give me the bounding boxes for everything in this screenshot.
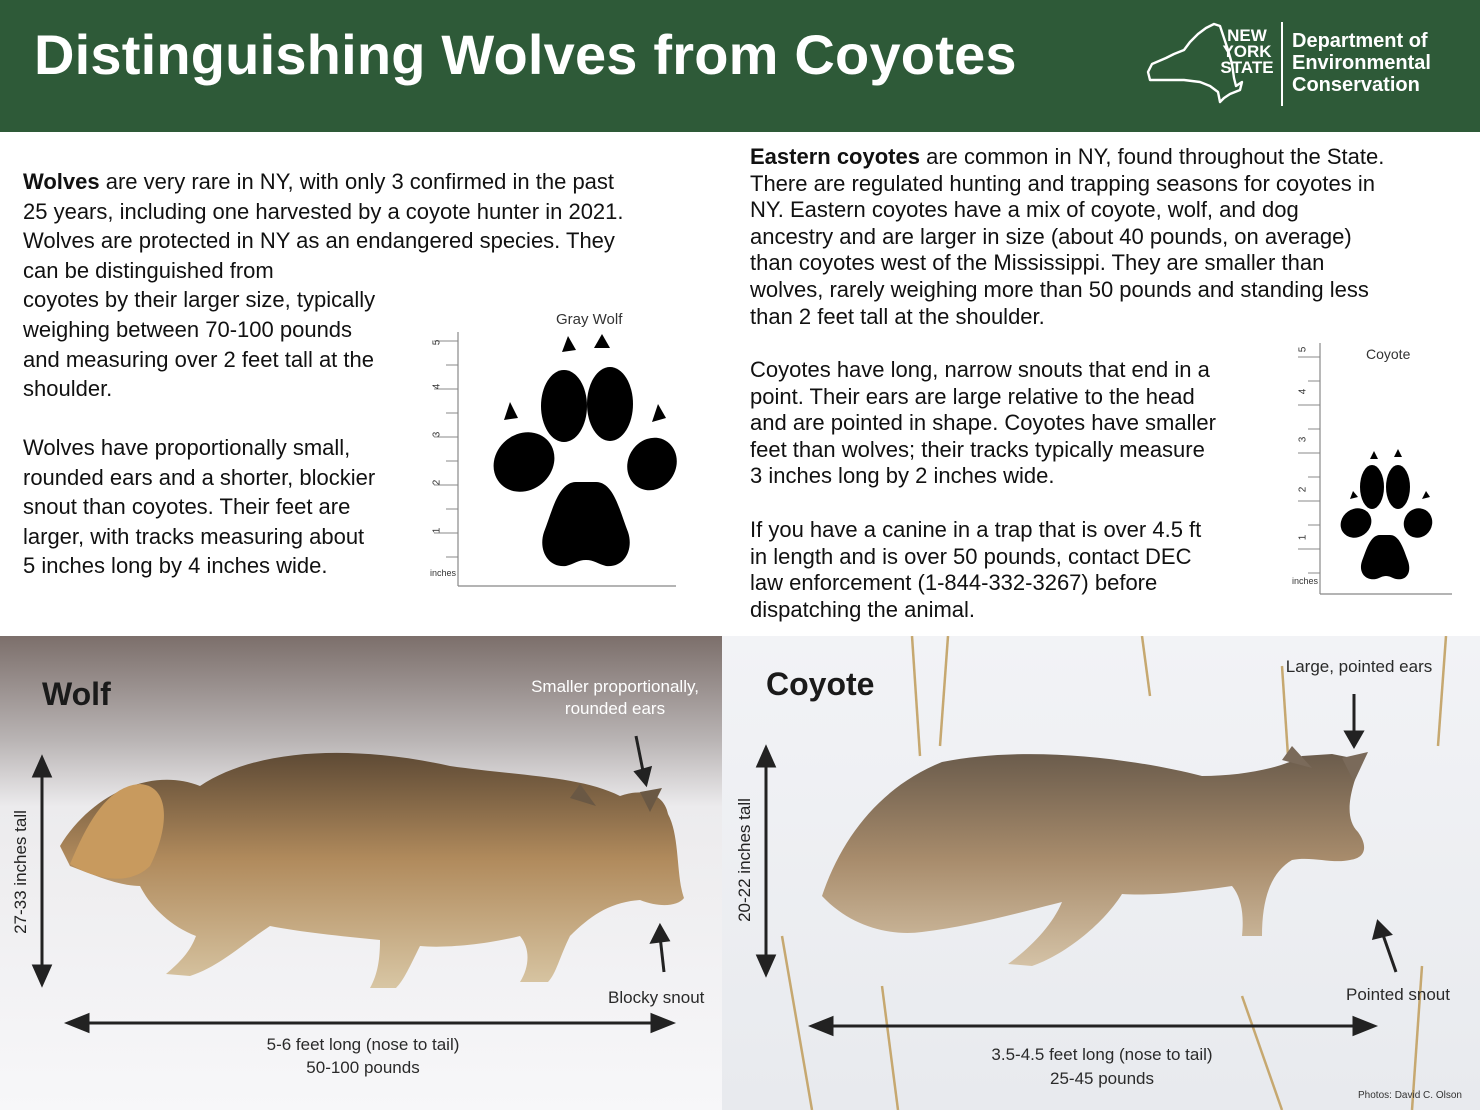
wolf-features-paragraph: Wolves have proportionally small, rounded ears and a shorter, blockier snout than coyotes. Their feet are larger, with tracks measuring about 5 inches long by 4 inches wide. [23,435,376,579]
coyote-photo [722,636,1480,1110]
wolf-weight-label: 50-100 pounds [306,1058,420,1077]
photo-credit: Photos: David C. Olson [1358,1090,1462,1101]
coyote-ruler-unit: inches [1292,576,1319,586]
coyote-photo-label: Coyote [766,666,875,702]
logo-department-name: Department of Environmental Conservation [1292,30,1431,96]
wolf-track-drawing [426,300,686,595]
wolf-intro-bold: Wolves [23,169,100,194]
coyote-intro-bold: Eastern coyotes [750,144,920,169]
wolf-snout-annotation: Blocky snout [608,988,705,1007]
logo-divider [1281,22,1283,106]
coyote-snout-annotation: Pointed snout [1346,985,1450,1004]
wolf-ruler-unit: inches [430,568,457,578]
wolf-height-label: 27-33 inches tall [11,810,30,934]
wolf-track-figure: Gray Wolf 5 4 3 2 1 inches [426,300,686,595]
coyote-paw-print-icon [1361,535,1409,579]
wolf-photo [0,636,722,1110]
coyote-track-label: Coyote [1366,346,1411,362]
coyote-height-label: 20-22 inches tall [735,798,754,922]
coyote-weight-label: 25-45 pounds [1050,1069,1154,1088]
coyote-length-label: 3.5-4.5 feet long (nose to tail) [991,1045,1213,1064]
nys-dec-logo [1144,18,1464,114]
wolf-length-label: 5-6 feet long (nose to tail) [266,1035,460,1054]
coyote-track-drawing [1290,335,1460,603]
wolf-paw-print-icon [542,482,629,566]
wolf-ears-annotation: Smaller proportionally, rounded ears [531,677,699,718]
coyote-intro-paragraph: Eastern coyotes are common in NY, found throughout the State. There are regulated hunting and trapping seasons for coyotes in NY. Eastern coyotes have a mix of coyote, wolf, and dog ancestry and are larger in size (about 40 pounds, on average) than coyotes west of the Mississippi. They are smaller than wolves, rarely weighing more than 50 pounds and standing less than 2 feet tall at the shoulder. [750,144,1385,329]
coyote-ears-annotation: Large, pointed ears [1285,657,1433,676]
wolf-track-label: Gray Wolf [556,311,623,328]
coyote-photo-illustration [722,636,1480,1110]
page-title: Distinguishing Wolves from Coyotes [34,23,1017,86]
header-banner [0,0,1480,132]
wolf-photo-label: Wolf [42,676,111,712]
wolf-intro-paragraph: Wolves are very rare in NY, with only 3 confirmed in the past 25 years, including one harvested by a coyote hunter in 2021. Wolves are protected in NY as an endangered species. They can be distinguished from coyotes by their larger size, typically weighing between 70-100 pounds and measuring over 2 feet tall at the shoulder. [23,169,624,402]
coyote-features-paragraph: Coyotes have long, narrow snouts that end in a point. Their ears are large relative to the head and are pointed in shape. Coyotes have smaller feet than wolves; their tracks typically measure 3 inches long by 2 inches wide. [750,357,1216,489]
coyote-contact-paragraph: If you have a canine in a trap that is over 4.5 ft in length and is over 50 pounds, contact DEC law enforcement (1-844-332-3267) before dispatching the animal. [750,517,1202,622]
coyote-track-figure: Coyote 5 4 3 2 1 inches [1290,335,1460,603]
logo-state-words: NEW YORK STATE [1220,26,1274,77]
